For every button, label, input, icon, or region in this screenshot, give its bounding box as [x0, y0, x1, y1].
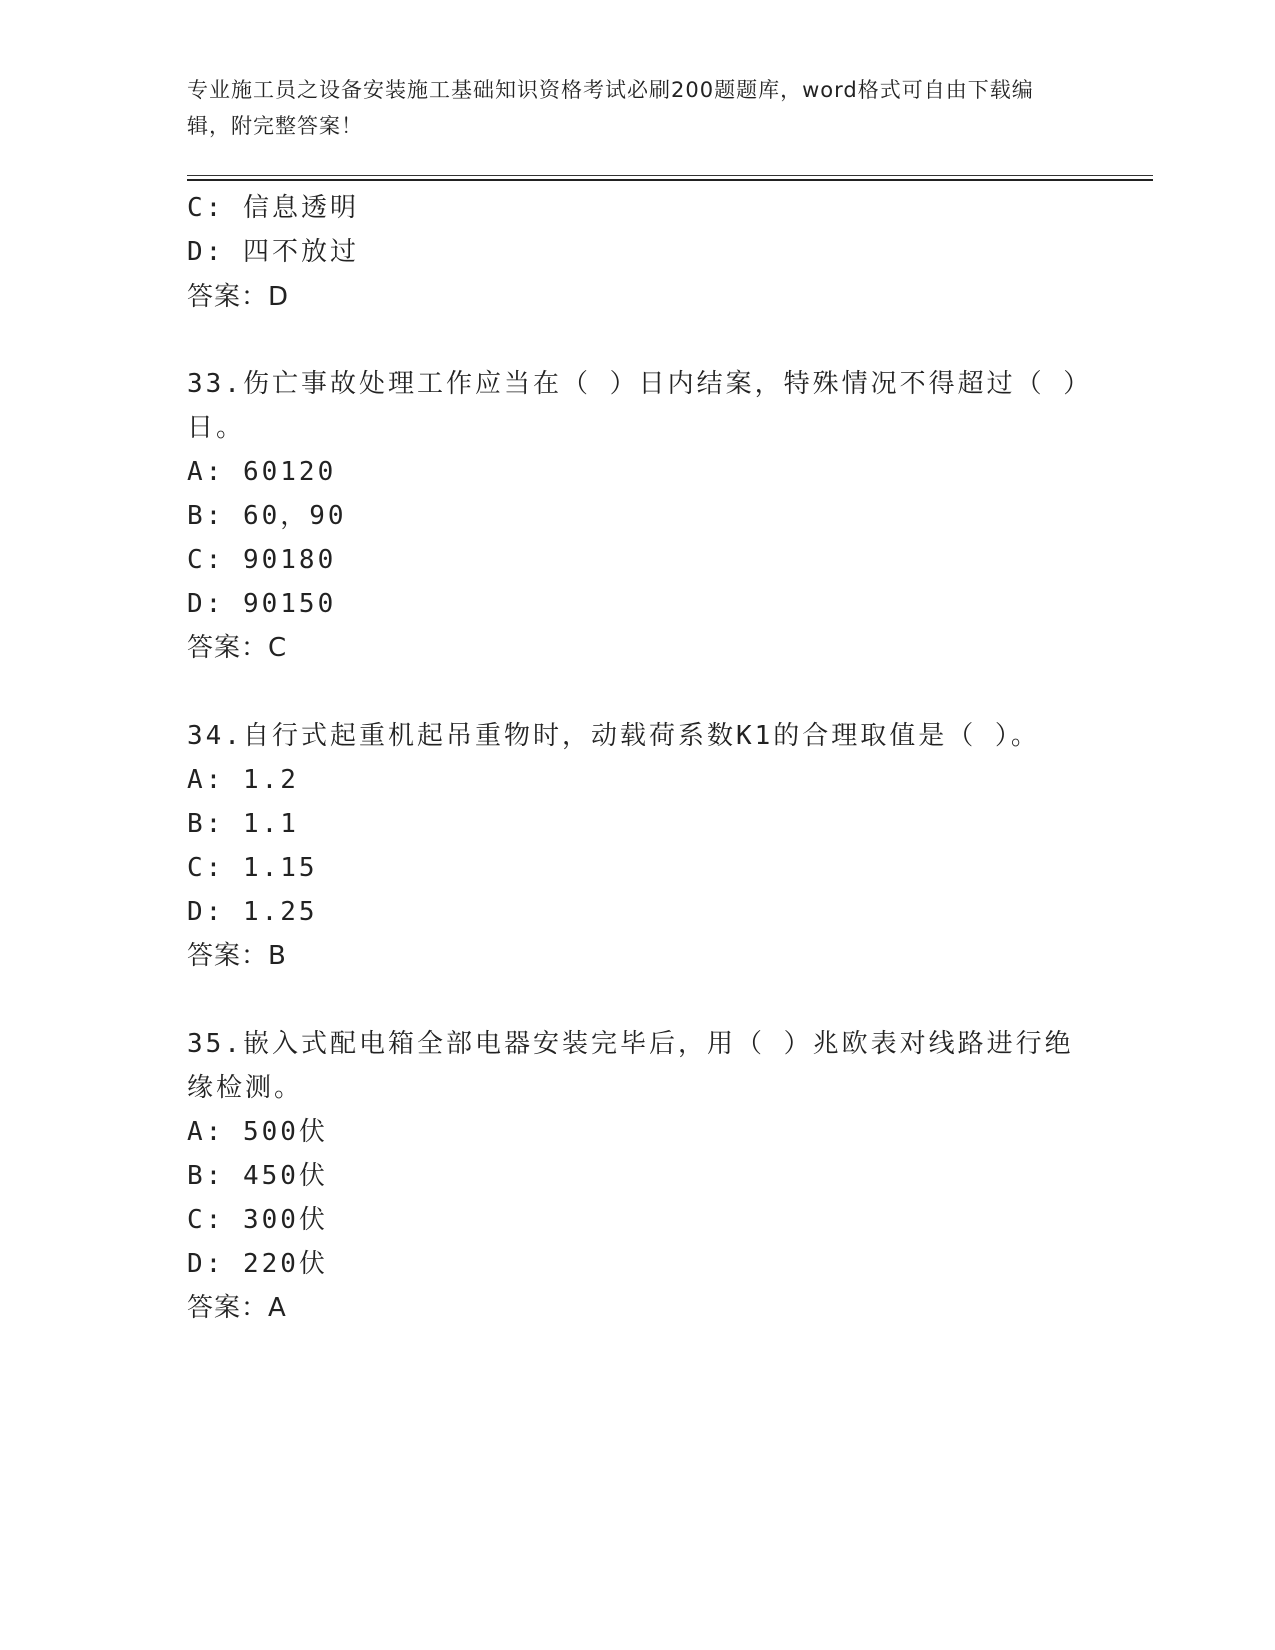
question-34-option-b: B: 1.1 — [187, 809, 299, 839]
question-33-stem: 33.伤亡事故处理工作应当在（ ）日内结案，特殊情况不得超过（ ） — [187, 369, 1093, 399]
question-33-option-a: A: 60120 — [187, 457, 337, 487]
header-rule-thick — [187, 179, 1153, 181]
question-34-stem: 34.自行式起重机起吊重物时，动载荷系数K1的合理取值是（ ）。 — [187, 721, 1040, 751]
document-header: 专业施工员之设备安装施工基础知识资格考试必刷200题题库，word格式可自由下载编辑，附完整答案！ — [187, 78, 1034, 138]
question-35-answer: 答案：A — [187, 1293, 287, 1323]
option-c: C: 信息透明 — [187, 193, 359, 223]
question-33-stem-cont: 日。 — [187, 413, 246, 443]
question-35-option-a: A: 500伏 — [187, 1117, 328, 1147]
option-d: D: 四不放过 — [187, 237, 359, 267]
question-34-option-d: D: 1.25 — [187, 897, 318, 927]
question-35-stem-cont: 缘检测。 — [187, 1073, 304, 1103]
question-33-option-d: D: 90150 — [187, 589, 337, 619]
question-34-option-a: A: 1.2 — [187, 765, 299, 795]
question-34-option-c: C: 1.15 — [187, 853, 318, 883]
question-35-option-c: C: 300伏 — [187, 1205, 328, 1235]
question-34-answer: 答案：B — [187, 941, 287, 971]
header-rule-thin — [187, 175, 1153, 176]
answer-line: 答案：D — [187, 282, 290, 312]
question-33-option-b: B: 60，90 — [187, 501, 347, 531]
question-35-stem: 35.嵌入式配电箱全部电器安装完毕后，用（ ）兆欧表对线路进行绝 — [187, 1029, 1074, 1059]
question-35-option-d: D: 220伏 — [187, 1249, 328, 1279]
question-33-answer: 答案：C — [187, 633, 288, 663]
question-35-option-b: B: 450伏 — [187, 1161, 328, 1191]
question-33-option-c: C: 90180 — [187, 545, 337, 575]
